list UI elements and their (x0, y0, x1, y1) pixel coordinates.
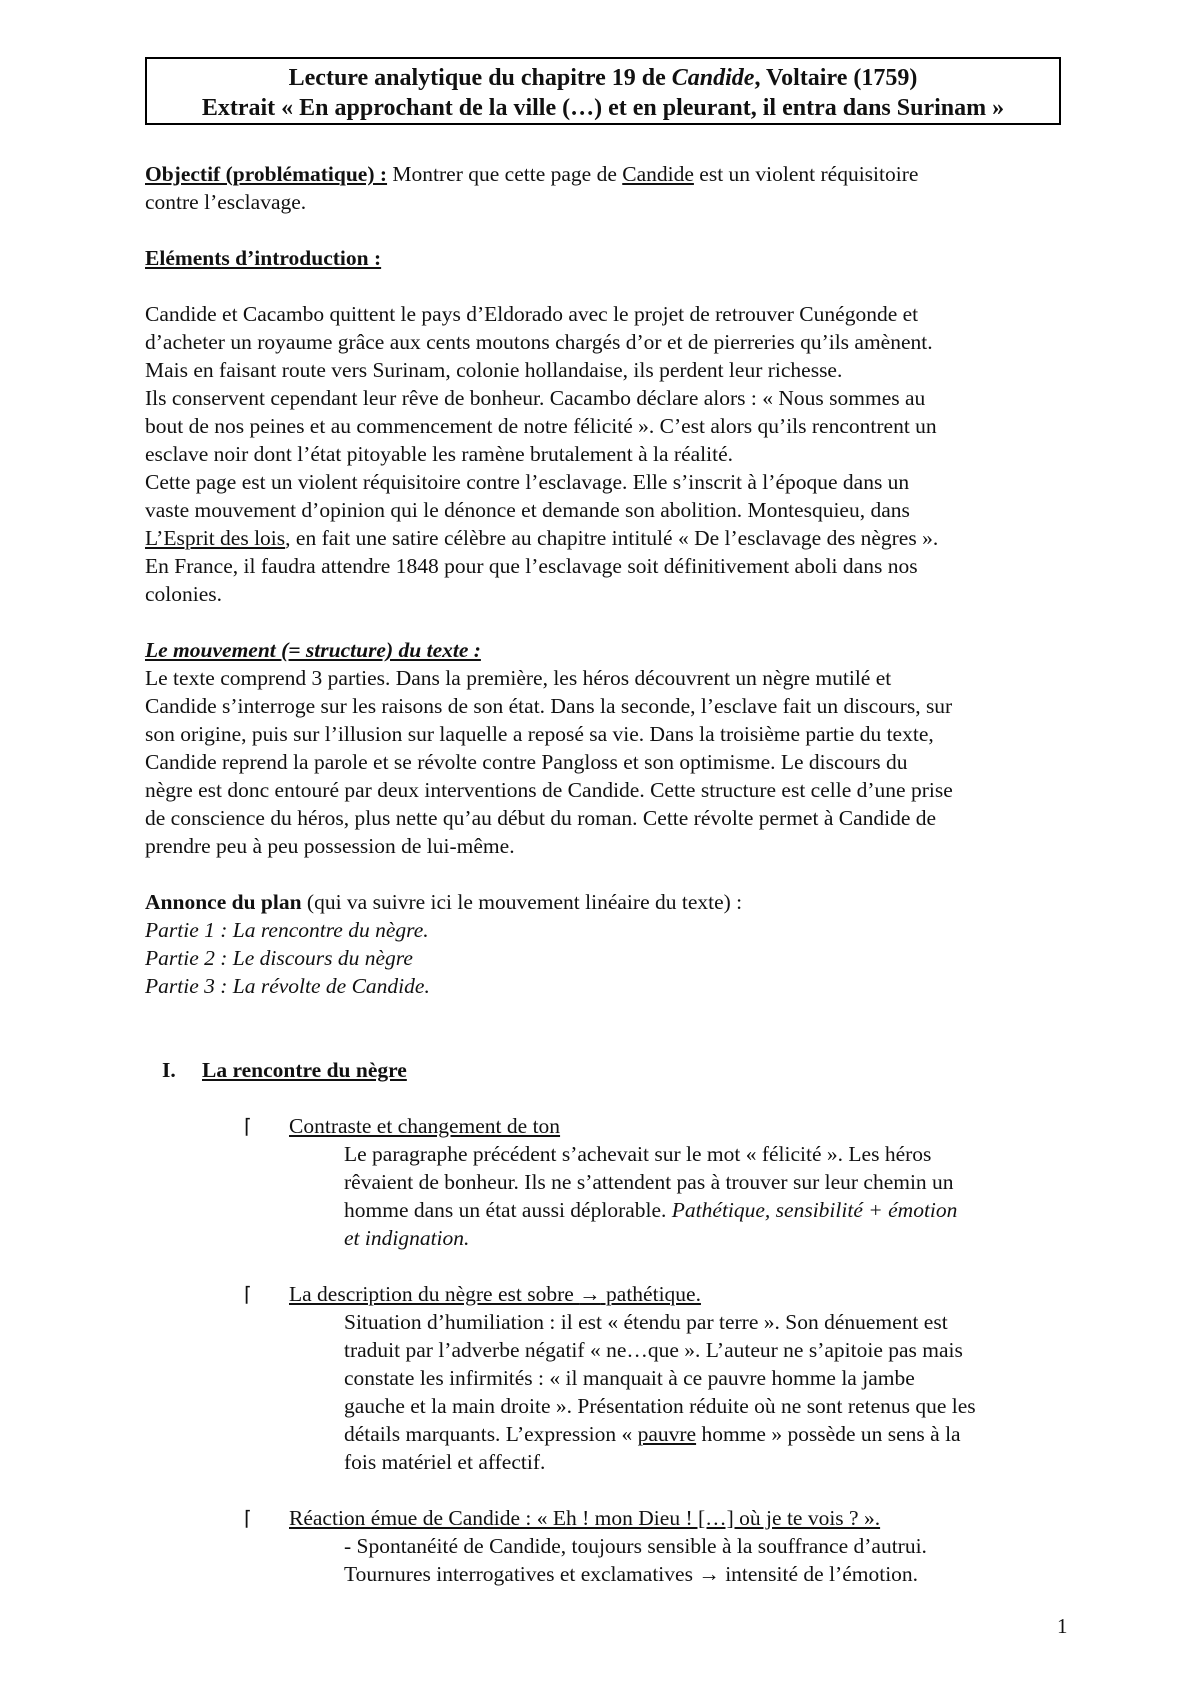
movement-line: Candide reprend la parole et se révolte contre Pangloss et son optimisme. Le discours du (145, 750, 908, 774)
plan-heading-line: Annonce du plan (qui va suivre ici le mouvement linéaire du texte) : (145, 890, 743, 914)
title-line-1: Lecture analytique du chapitre 19 de Candide, Voltaire (1759) (288, 65, 918, 91)
bracket-bullet-icon: ⌈ (244, 1282, 252, 1306)
bullet-text-line: constate les infirmités : « il manquait à ce pauvre homme la jambe (344, 1366, 915, 1390)
movement-heading: Le mouvement (= structure) du texte : (145, 638, 481, 662)
esprit-des-lois-title: L’Esprit des lois (145, 526, 286, 550)
bullet-text-line: traduit par l’adverbe négatif « ne…que ». L’auteur ne s’apitoie pas mais (344, 1338, 963, 1362)
arrow-right-icon: → (579, 1282, 601, 1306)
objective-line-2: contre l’esclavage. (145, 190, 307, 214)
bullet-heading: Contraste et changement de ton (289, 1114, 561, 1138)
intro-line: d’acheter un royaume grâce aux cents moutons chargés d’or et de pierreries qu’ils amènent. (145, 330, 933, 354)
plan-heading: Annonce du plan (145, 890, 302, 914)
title-work: Candide (671, 65, 755, 91)
bullet-heading: La description du nègre est sobre → pathétique. (289, 1282, 701, 1306)
intro-line: Mais en faisant route vers Surinam, colonie hollandaise, ils perdent leur richesse. (145, 358, 843, 382)
intro-heading: Eléments d’introduction : (145, 246, 382, 270)
bracket-bullet-icon: ⌈ (244, 1506, 252, 1530)
plan-part-1: Partie 1 : La rencontre du nègre. (145, 918, 429, 942)
objective-line-1: Objectif (problématique) : Montrer que cette page de Candide est un violent réquisitoire (145, 162, 919, 186)
movement-line: nègre est donc entouré par deux interventions de Candide. Cette structure est celle d’une prise (145, 778, 953, 802)
intro-line: esclave noir dont l’état pitoyable les ramène brutalement à la réalité. (145, 442, 734, 466)
intro-line-esprit: L’Esprit des lois, en fait une satire célèbre au chapitre intitulé « De l’esclavage des nègres ». (145, 526, 939, 550)
intro-line: En France, il faudra attendre 1848 pour que l’esclavage soit définitivement aboli dans nos (145, 554, 918, 578)
title-box (145, 57, 1061, 125)
section-1-title: La rencontre du nègre (202, 1058, 407, 1082)
plan-part-3: Partie 3 : La révolte de Candide. (145, 974, 430, 998)
bullet-heading: Réaction émue de Candide : « Eh ! mon Dieu ! […] où je te vois ? ». (289, 1506, 881, 1530)
bullet-item (244, 1280, 1065, 1308)
intro-line: Candide et Cacambo quittent le pays d’Eldorado avec le projet de retrouver Cunégonde et (145, 302, 919, 326)
page-number: 1 (1057, 1614, 1068, 1638)
document-body (145, 160, 1065, 1588)
bullet-text-line: Tournures interrogatives et exclamatives → intensité de l’émotion. (344, 1562, 919, 1586)
bullet-text-line: et indignation. (344, 1226, 470, 1250)
bullet-text-line: fois matériel et affectif. (344, 1450, 546, 1474)
intro-line: vaste mouvement d’opinion qui le dénonce et demande son abolition. Montesquieu, dans (145, 498, 910, 522)
arrow-right-icon: → (698, 1562, 720, 1586)
movement-line: Le texte comprend 3 parties. Dans la première, les héros découvrent un nègre mutilé et (145, 666, 892, 690)
movement-line: prendre peu à peu possession de lui-même. (145, 834, 515, 858)
bullet-text-line: rêvaient de bonheur. Ils ne s’attendent pas à trouver sur leur chemin un (344, 1170, 954, 1194)
intro-line: Ils conservent cependant leur rêve de bonheur. Cacambo déclare alors : « Nous sommes au (145, 386, 926, 410)
objective-work: Candide (622, 162, 694, 186)
movement-line: Candide s’interroge sur les raisons de son état. Dans la seconde, l’esclave fait un discours, sur (145, 694, 953, 718)
bullet-item (244, 1112, 1065, 1140)
bullet-text-line: Le paragraphe précédent s’achevait sur le mot « félicité ». Les héros (344, 1142, 932, 1166)
section-1-number: I. (162, 1058, 176, 1082)
section-1-heading (162, 1056, 1065, 1084)
bracket-bullet-icon: ⌈ (244, 1114, 252, 1138)
objective-label: Objectif (problématique) : (145, 162, 388, 186)
bullet-text-line: Situation d’humiliation : il est « étendu par terre ». Son dénuement est (344, 1310, 948, 1334)
bullet-item (244, 1504, 1065, 1532)
plan-part-2: Partie 2 : Le discours du nègre (145, 946, 413, 970)
title-line-2: Extrait « En approchant de la ville (…) et en pleurant, il entra dans Surinam » (201, 95, 1005, 121)
bullet-text-line: - Spontanéité de Candide, toujours sensible à la souffrance d’autrui. (344, 1534, 927, 1558)
bullet-text-line: gauche et la main droite ». Présentation réduite où ne sont retenus que les (344, 1394, 976, 1418)
intro-line: Cette page est un violent réquisitoire contre l’esclavage. Elle s’inscrit à l’époque dans un (145, 470, 910, 494)
intro-line: bout de nos peines et au commencement de notre félicité ». C’est alors qu’ils rencontrent un (145, 414, 937, 438)
movement-line: de conscience du héros, plus nette qu’au début du roman. Cette révolte permet à Candide de (145, 806, 937, 830)
movement-line: son origine, puis sur l’illusion sur laquelle a reposé sa vie. Dans la troisième partie du texte, (145, 722, 934, 746)
intro-line: colonies. (145, 582, 223, 606)
bullet-text-line: homme dans un état aussi déplorable. Pathétique, sensibilité + émotion (344, 1198, 958, 1222)
bullet-text-line: détails marquants. L’expression « pauvre homme » possède un sens à la (344, 1422, 961, 1446)
pauvre-word: pauvre (637, 1422, 697, 1446)
